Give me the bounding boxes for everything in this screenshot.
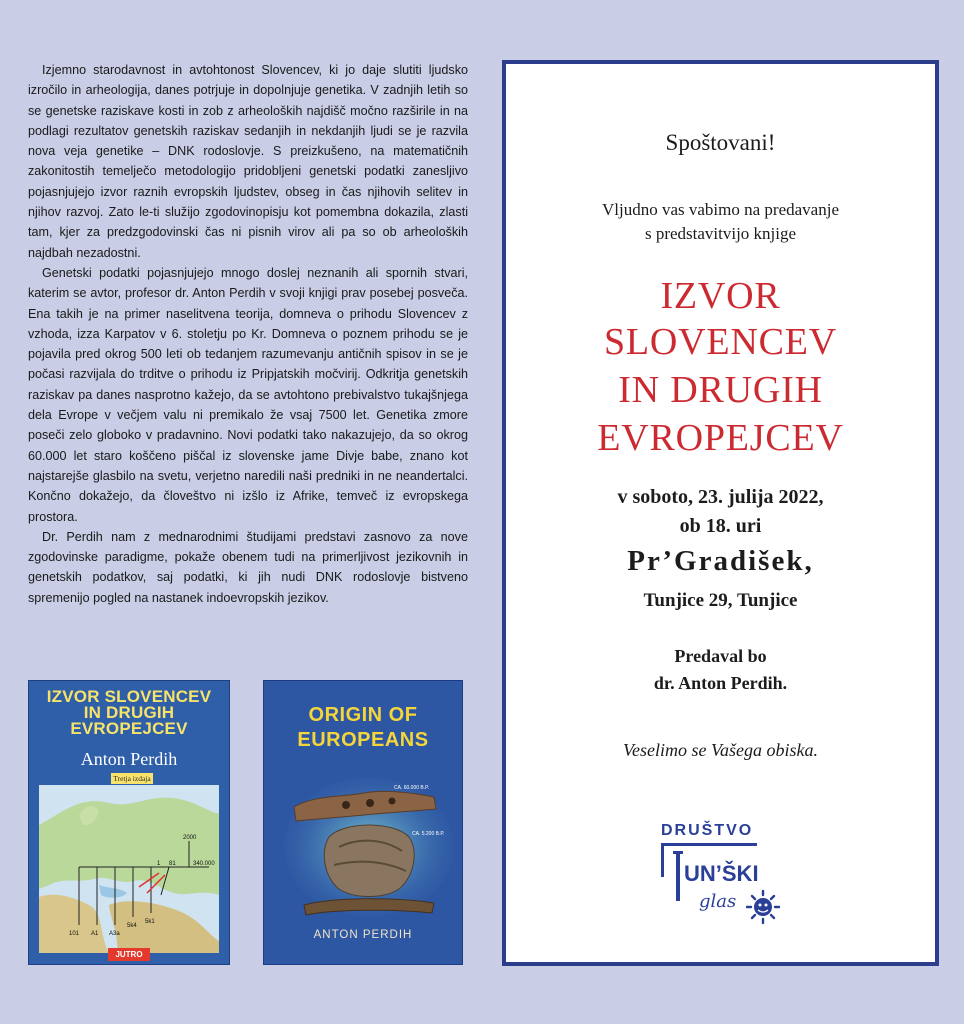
publisher-logo: JUTRO xyxy=(108,948,150,961)
book2-title: ORIGIN OF EUROPEANS xyxy=(297,704,429,751)
art-label-5200: CA. 5.200 B.P. xyxy=(412,831,445,837)
map-label-1: 1 xyxy=(157,861,161,867)
invitation-line-2: s predstavitvijo knjige xyxy=(644,224,797,243)
event-address: Tunjice 29, Tunjice xyxy=(643,590,798,611)
book2-author: ANTON PERDIH xyxy=(313,929,413,941)
map-label-5k4: 5k4 xyxy=(127,923,137,929)
book1-title: IZVOR SLOVENCEV IN DRUGIH EVROPEJCEV xyxy=(46,687,212,738)
paragraph-2: Genetski podatki pojasnjujejo mnogo doslej neznanih ali spornih stvari, katerim se avtor, profesor dr. Anton Perdih v svoji knjigi prav posebej posveča. Ena takih je na primer naselitvena teorija, domneva o prihodu Slovencev z vzhoda, izza Karpatov v 6. stoletju po Kr. Domneva o poznem prihodu se je pojavila pred okrog 500 leti ob tedanjem razumevanju antičnih spisov in se je počasi razvijala do trditve o prihodu iz Pripjatskih močvirij. Odkritja genetskih raziskav pa danes nasprotno kažejo, da se avtohtono prebivalstvo tukajšnjega dela Evrope v večjem valu ni premikalo že vsaj 7500 let. Genetika zmore poseči zelo globoko v pradavnino. Novi podatki tako nakazujejo, da so okrog 60.000 let staro koščeno piščal iz slovenske jame Divje babe, znano kot najstarejše glasbilo na svetu, verjetno naredili naši predniki in ne neandertalci. Končno dokažejo, da človeštvo ni izšlo iz Afrike, temveč iz evropskega prostora. xyxy=(28,265,468,524)
logo-script-word: glas xyxy=(699,891,737,912)
book-title-line-3: IN DRUGIH xyxy=(618,369,823,411)
map-label-a3a: A3a xyxy=(109,931,120,937)
bone-flute-artifact-image xyxy=(284,767,454,917)
logo-main-word: UN’ŠKI xyxy=(684,861,759,886)
map-label-a1: A1 xyxy=(91,931,99,937)
invitation-card xyxy=(502,60,939,966)
book-title-line-1: IZVOR xyxy=(660,275,781,317)
event-date: v soboto, 23. julija 2022, xyxy=(617,486,824,508)
book-cover-slovenian xyxy=(28,680,230,965)
greeting: Spoštovani! xyxy=(665,130,776,155)
lecturer-intro: Predaval bo xyxy=(674,646,767,666)
map-label-2000: 2000 xyxy=(183,835,197,841)
map-label-101: 101 xyxy=(69,931,80,937)
tunjski-glas-logo xyxy=(651,839,791,939)
logo-society-word: DRUŠTVO xyxy=(661,822,754,839)
art-label-60000: CA. 60.000 B.P. xyxy=(394,785,430,791)
description-text xyxy=(28,60,468,608)
book1-edition-badge: Tretja izdaja xyxy=(111,773,153,784)
paragraph-1: Izjemno starodavnost in avtohtonost Slovencev, ki jo daje slutiti ljudsko izročilo in arheologija, danes potrjuje in dopolnjuje genetika. V zadnjih letih so se genetske raziskave kosti in zob z arheoloških najdišč močno razširile in na podlagi rezultatov genetskih raziskav sedanjih in nekdanjih ljudi se je razvila nova veja genetike – DNK rodoslovje. S preizkušeno, na matematičnih zakonitostih temelječo metodologijo pridobljeni genetski podatki zanesljivo pojasnjujejo izvor raznih evropskih ljudstev, obseg in čas njihovih selitev in njihov razvoj. Zato le-ti služijo zgodovinopisju kot pomembna dokazila, zlasti tam, kjer za predzgodovinski čas ni pisnih virov ali pa so ob arheoloških najdbah nezadostni. xyxy=(28,63,468,260)
book-cover-english xyxy=(263,680,463,965)
map-label-5k1: 5k1 xyxy=(145,919,155,925)
sun-icon xyxy=(747,891,779,923)
book1-author: Anton Perdih xyxy=(80,749,178,769)
event-time: ob 18. uri xyxy=(679,515,762,537)
map-label-81: 81 xyxy=(169,861,176,867)
book-title-line-2: SLOVENCEV xyxy=(603,321,838,363)
map-label-340000: 340.000 xyxy=(193,861,215,867)
welcome-note: Veselimo se Vašega obiska. xyxy=(623,740,818,760)
event-venue: Pr’Gradišek, xyxy=(627,545,814,577)
book-title-line-4: EVROPEJCEV xyxy=(597,417,844,459)
migration-map-image xyxy=(39,785,219,953)
paragraph-3: Dr. Perdih nam z mednarodnimi študijami predstavi zasnovo za nove zgodovinske paradigme, pokaže obenem tudi na primerljivost jezikovnih in genetskih podatkov, saj podatki, ki jih nudi DNK rodoslovje bistveno spremenijo pogled na nastanek indoevropskih jezikov. xyxy=(28,529,468,605)
invitation-line-1: Vljudno vas vabimo na predavanje xyxy=(602,200,839,219)
lecturer-name: dr. Anton Perdih. xyxy=(653,673,788,693)
